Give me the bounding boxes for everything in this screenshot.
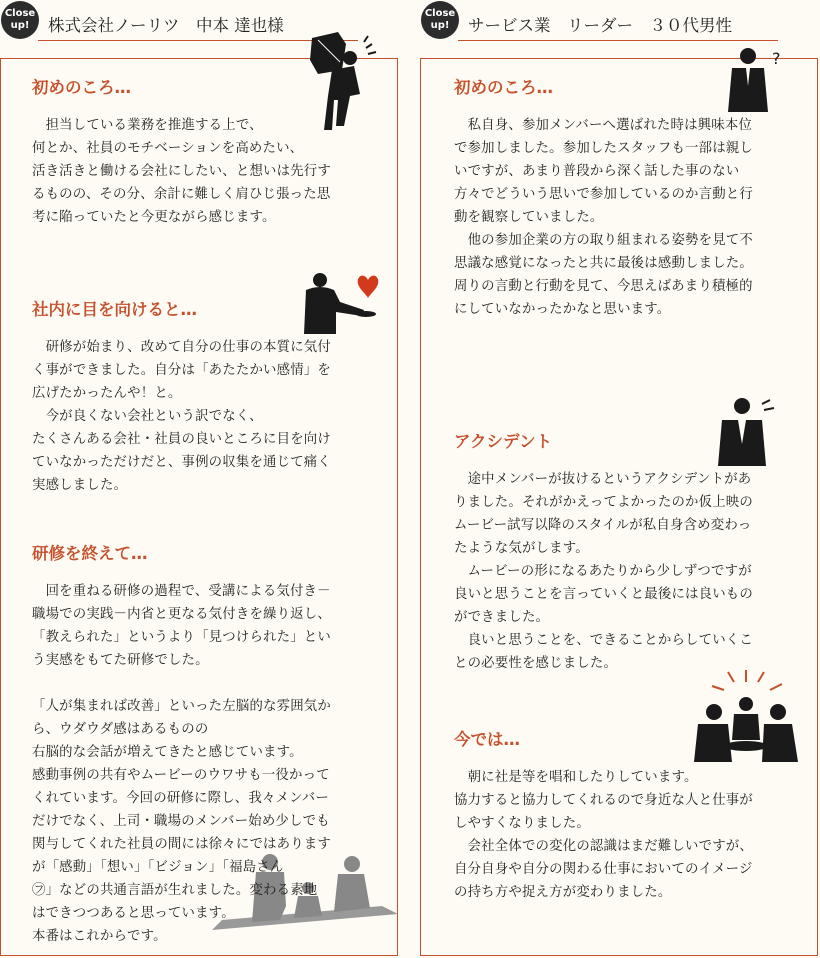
close-up-badge xyxy=(421,1,459,39)
svg-text:?: ? xyxy=(772,49,781,68)
section-text: 私自身、参加メンバーへ選ばれた時は興味本位 で参加しました。参加したスタッフも一部は親し いですが、あまり普段から深く話した事のない 方々でどういう思いで参加しているのか言動と行 動を観察していました。 他の参加企業の方の取り組まれる姿勢を見て不 思議な感覚になったと共に最後は感動しました。 周りの言動と行動を見て、今思えばあまり積極的 にしていなかったかなと思います。 xyxy=(454,118,753,317)
badge-line-2: up! xyxy=(10,20,30,31)
left-header-title: 株式会社ノーリツ 中本 達也様 xyxy=(48,16,284,35)
right-header xyxy=(420,0,820,44)
section-heading: 今では… xyxy=(454,730,520,749)
section-text: 担当している業務を推進する上で、 何とか、社員のモチベーションを高めたい、 活き活きと働ける会社にしたい、と想いは先行す るものの、その分、余計に難しく肩ひじ張った思 考に陥っていたと今更ながら感じます。 xyxy=(32,118,331,225)
section-heading: 初めのころ… xyxy=(454,78,553,97)
section-text: 回を重ねる研修の過程で、受講による気付き－ 職場での実践－内省と更なる気付きを繰り返し、 「教えられた」というより「見つけられた」とい う実感をもてた研修でした。 xyxy=(32,584,331,668)
section-text: 研修が始まり、改めて自分の仕事の本質に気付 く事ができました。自分は「あたたかい感情」を 広げたかったんや！と。 今が良くない会社という訳でなく、 たくさんある会社・社員の良いところに目を向け ていなかっただけだと、事例の収集を通じて痛く 実感しました。 xyxy=(32,340,331,493)
badge-line-2: up! xyxy=(430,20,450,31)
left-column xyxy=(0,0,400,958)
section-heading: アクシデント xyxy=(454,432,553,451)
section-heading: 社内に目を向けると… xyxy=(32,300,197,319)
right-section-2 xyxy=(454,428,794,675)
right-section-3 xyxy=(454,726,794,904)
close-up-badge xyxy=(1,1,39,39)
section-text: 「人が集まれば改善」といった左脳的な雰囲気か ら、ウダウダ感はあるものの 右脳的な会話が増えてきたと感じています。 感動事例の共有やムービーのウワサも一役かって くれています。今回の研修に際し、我々メンバー だけでなく、上司・職場のメンバー始め少しでも 関与してくれた社員の間には徐々にではあります が「感動」「想い」「ビジョン」「福島さん ㋫」などの共通言語が生れました。変わる素地 はできつつあると思っています。 本番はこれからです。 xyxy=(32,699,331,944)
right-header-title: サービス業 リーダー ３０代男性 xyxy=(468,16,732,35)
left-section-1 xyxy=(32,74,372,229)
left-section-2 xyxy=(32,296,372,497)
section-text: 朝に社是等を唱和したりしています。 協力すると協力してくれるので身近な人と仕事が しやすくなりました。 会社全体での変化の認識はまだ難しいですが、 自分自身や自分の関わる仕事においてのイメージ の持ち方や捉え方が変わりました。 xyxy=(454,770,753,900)
right-column xyxy=(420,0,820,958)
right-header-underline xyxy=(458,40,778,41)
badge-line-1: Close xyxy=(4,8,36,19)
right-section-1 xyxy=(454,74,794,321)
section-text: 途中メンバーが抜けるというアクシデントがあ りました。それがかえってよかったのか仮上映の ムービー試写以降のスタイルが私自身含め変わっ たような気がします。 ムービーの形になるあたりから少しずつですが 良いと思うことを言っていくと最後には良いもの ができました。 良いと思うことを、できることからしていくこ との必要性を感じました。 xyxy=(454,472,753,671)
section-heading: 初めのころ… xyxy=(32,78,131,97)
left-section-3 xyxy=(32,540,372,948)
section-heading: 研修を終えて… xyxy=(32,544,148,563)
badge-line-1: Close xyxy=(424,8,456,19)
